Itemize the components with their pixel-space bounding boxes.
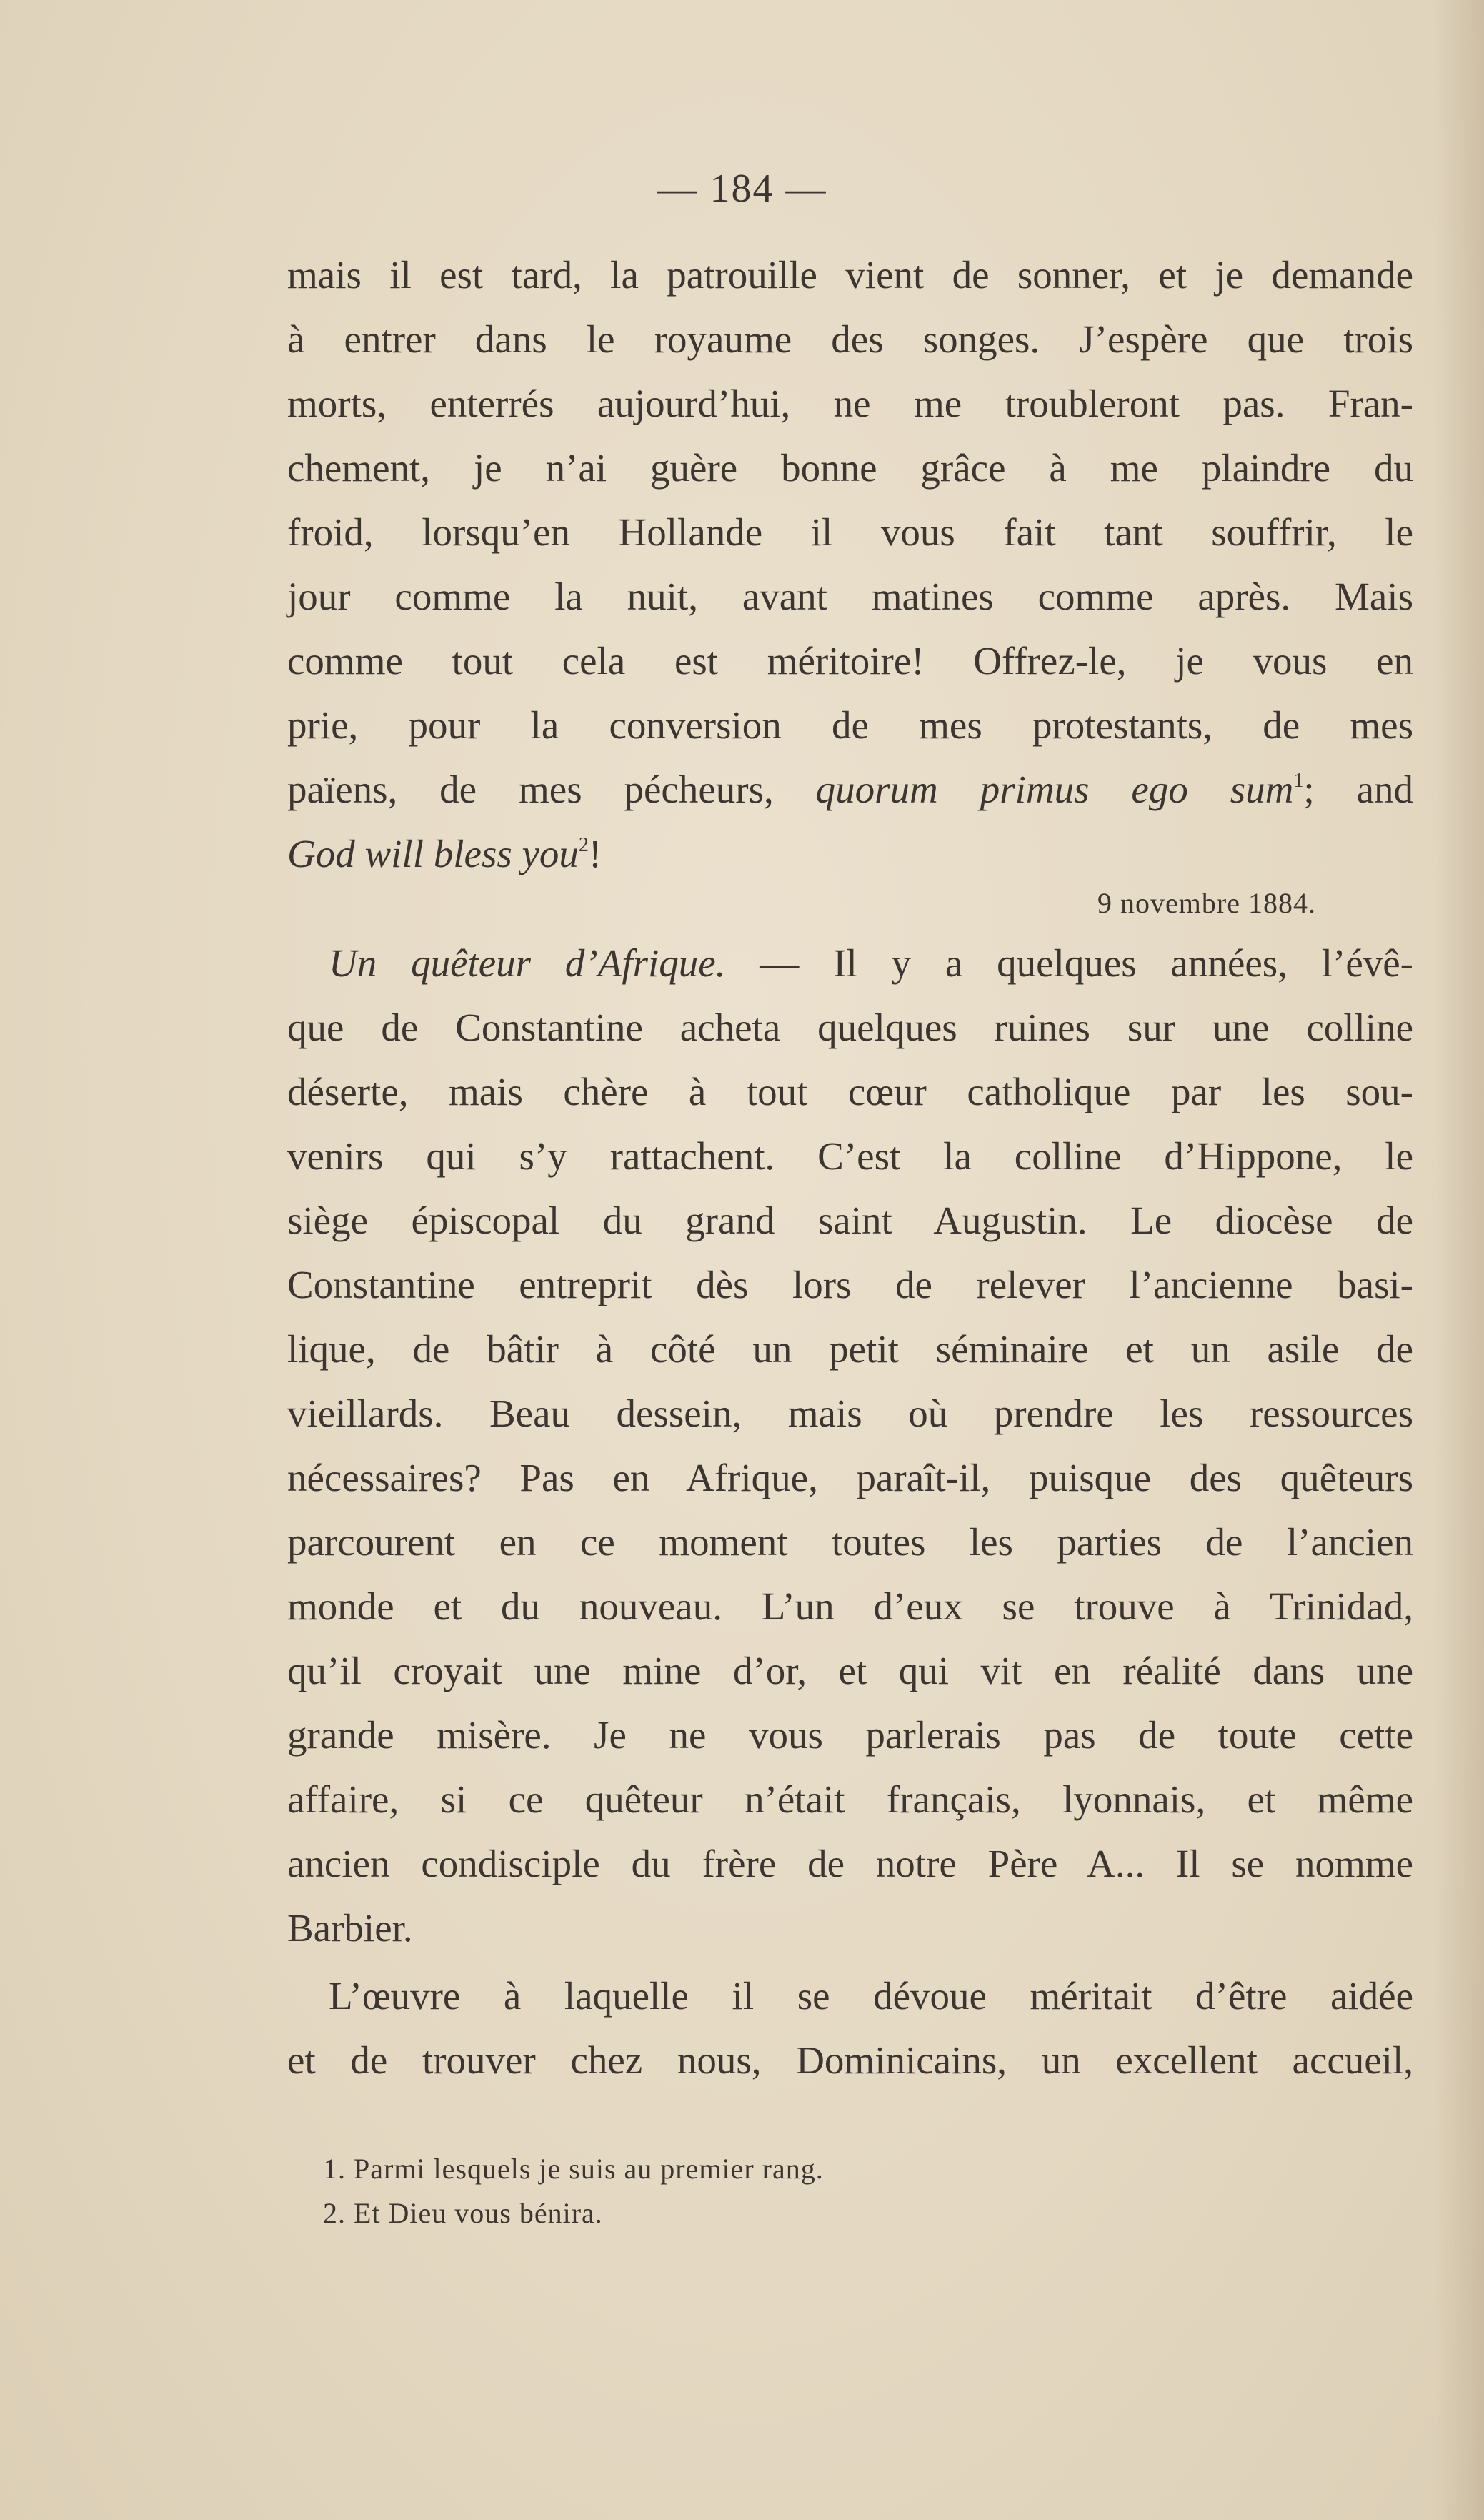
text-line: mais il est tard, la patrouille vient de sonner, et je demande: [287, 253, 1413, 297]
latin-quote: quorum primus ego sum: [815, 768, 1294, 811]
text-line: [287, 822, 1413, 886]
dateline: 9 novembre 1884.: [1097, 887, 1316, 919]
paragraph-letter-closing: [287, 243, 1413, 886]
footnotes: [323, 2147, 824, 2236]
text-line: [287, 758, 1413, 822]
text-line: lique, de bâtir à côté un petit séminaire et un asile de: [287, 1327, 1413, 1371]
footnote-ref-2: 2: [578, 834, 589, 856]
page-edge-shadow: [1434, 0, 1484, 2520]
text-line: jour comme la nuit, avant matines comme après. Mais: [287, 575, 1413, 618]
text-line: ancien condisciple du frère de notre Père A... Il se nomme: [287, 1842, 1413, 1885]
text-line: morts, enterrés aujourd’hui, ne me troubleront pas. Fran-: [287, 382, 1413, 425]
text-line: froid, lorsqu’en Hollande il vous fait tant souffrir, le: [287, 510, 1413, 554]
text-line: parcourent en ce moment toutes les parties de l’ancien: [287, 1520, 1413, 1564]
text-line: comme tout cela est méritoire! Offrez-le, je vous en: [287, 639, 1413, 683]
text-line: déserte, mais chère à tout cœur catholique par les sou-: [287, 1070, 1413, 1113]
text-line: prie, pour la conversion de mes protestants, de mes: [287, 703, 1413, 747]
text-line: grande misère. Je ne vous parlerais pas de toute cette: [287, 1713, 1413, 1757]
text-segment: !: [588, 832, 602, 875]
text-segment: ; and: [1303, 768, 1414, 811]
paragraph-africa-collector: [287, 931, 1413, 1960]
footnote-ref-1: 1: [1293, 770, 1304, 792]
text-segment: païens, de mes pécheurs,: [287, 768, 774, 811]
text-line: affaire, si ce quêteur n’était français, lyonnais, et même: [287, 1777, 1413, 1821]
text-line: Constantine entreprit dès lors de relever l’ancienne basi-: [287, 1263, 1413, 1306]
text-line: L’œuvre à laquelle il se dévoue méritait d’être aidée: [329, 1974, 1413, 2018]
text-line: Barbier.: [287, 1906, 413, 1950]
footnote-1: 1. Parmi lesquels je suis au premier rang.: [323, 2153, 824, 2185]
text-line: [287, 931, 1413, 996]
text-line: siège épiscopal du grand saint Augustin. Le diocèse de: [287, 1199, 1413, 1242]
english-quote: God will bless you: [287, 832, 579, 875]
footnote-2: 2. Et Dieu vous bénira.: [323, 2197, 603, 2229]
text-line: nécessaires? Pas en Afrique, paraît-il, puisque des quêteurs: [287, 1456, 1413, 1499]
text-line: qu’il croyait une mine d’or, et qui vit en réalité dans une: [287, 1649, 1413, 1692]
text-line: que de Constantine acheta quelques ruines sur une colline: [287, 1006, 1413, 1049]
text-segment: — Il y a quelques années, l’évê-: [760, 941, 1413, 985]
text-line: monde et du nouveau. L’un d’eux se trouve à Trinidad,: [287, 1584, 1413, 1628]
text-line: à entrer dans le royaume des songes. J’espère que trois: [287, 317, 1413, 361]
text-line: chement, je n’ai guère bonne grâce à me plaindre du: [287, 446, 1413, 490]
text-line: venirs qui s’y rattachent. C’est la colline d’Hippone, le: [287, 1134, 1413, 1178]
page-number: — 184 —: [657, 167, 827, 211]
section-heading: Un quêteur d’Afrique.: [329, 941, 726, 985]
paragraph-oeuvre: [287, 1964, 1413, 2093]
text-line: et de trouver chez nous, Dominicains, un excellent accueil,: [287, 2038, 1413, 2082]
text-line: vieillards. Beau dessein, mais où prendre les ressources: [287, 1392, 1413, 1435]
